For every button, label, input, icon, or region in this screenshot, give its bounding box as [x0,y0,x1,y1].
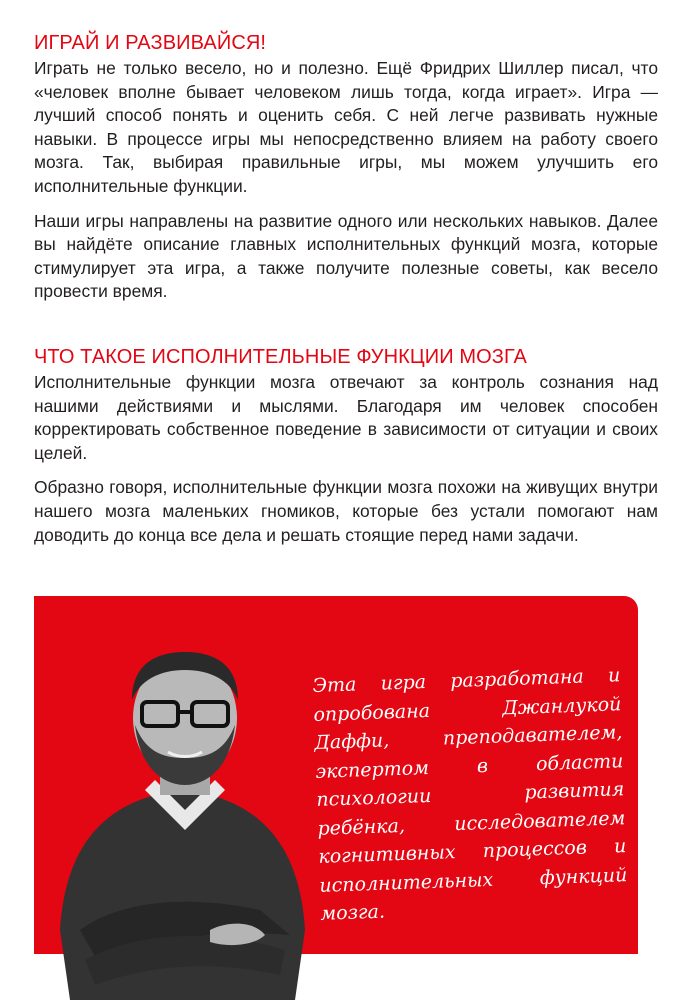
paragraph: Играть не только весело, но и полезно. Ещё Фридрих Шиллер писал, что «человек вполне бывает человеком лишь тогда, когда играет». Игра — лучший способ понять и оценить себя. С ней легче развивать нужные навыки. В процессе игры мы непосредственно влияем на работу своего мозга. Так, выбирая правильные игры, мы можем улучшить его исполнительные функции. [34,58,658,196]
paragraph: Наши игры направлены на развитие одного или нескольких навыков. Далее вы найдёте описание главных исполнительных функций мозга, которые стимулирует эта игра, а также получите полезные советы, как весело провести время. [34,210,658,302]
section-executive-functions [34,345,658,547]
paragraph: Образно говоря, исполнительные функции мозга похожи на живущих внутри нашего мозга маленьких гномиков, которые без устали помогают нам доводить до конца все дела и решать стоящие перед нами задачи. [34,477,658,545]
section-heading: ЧТО ТАКОЕ ИСПОЛНИТЕЛЬНЫЕ ФУНКЦИИ МОЗГА [34,346,527,368]
author-photo [60,630,305,1000]
author-quote: Эта игра разработана и опробована Джанлукой Даффи, преподавателем, экспертом в области психологии развития ребёнка, исследователем когнитивных процессов и исполнительных функций мозга. [312,664,628,925]
section-play-and-develop [34,31,658,304]
section-heading: ИГРАЙ И РАЗВИВАЙСЯ! [34,32,267,54]
paragraph: Исполнительные функции мозга отвечают за контроль сознания над нашими действиями и мыслями. Благодаря им человек способен корректировать собственное поведение в зависимости от ситуации и своих целей. [34,372,658,463]
